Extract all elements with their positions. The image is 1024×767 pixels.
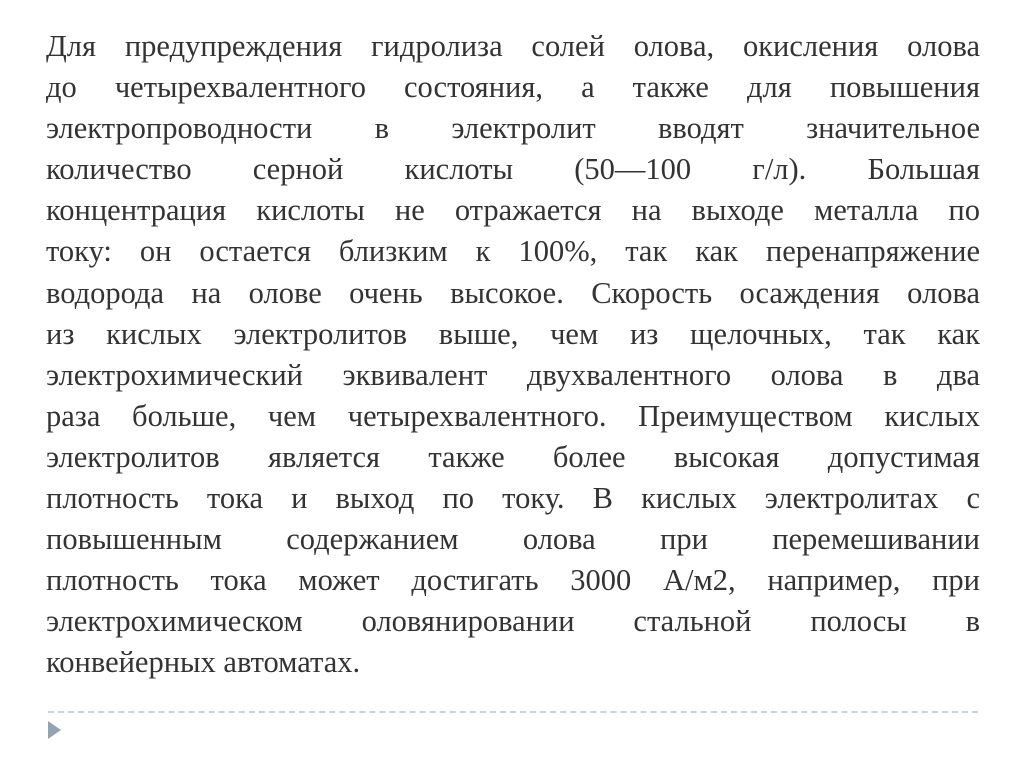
paragraph-line: конвейерных автоматах. (46, 645, 361, 680)
paragraph-line: количество серной кислоты (50—100 г/л). Большая (46, 152, 980, 187)
paragraph-line: плотность тока может достигать 3000 А/м2, например, при (46, 563, 980, 598)
paragraph-line: току: он остается близким к 100%, так как перенапряжение (46, 234, 980, 269)
paragraph-line: повышенным содержанием олова при перемешивании (46, 522, 980, 557)
paragraph-line: электролитов является также более высокая допустимая (46, 439, 980, 474)
paragraph-line: электрохимическом оловянировании стальной полосы в (46, 604, 980, 639)
triangle-right-icon (48, 721, 61, 739)
footer-divider (48, 711, 978, 713)
paragraph-line: Для предупреждения гидролиза солей олова, окисления олова (46, 29, 980, 63)
paragraph-line: электрохимический эквивалент двухвалентного олова в два (46, 357, 980, 392)
paragraph-line: до четырехвалентного состояния, а также для повышения (46, 70, 980, 105)
paragraph-line: водорода на олове очень высокое. Скорость осаждения олова (46, 275, 980, 310)
paragraph-line: концентрация кислоты не отражается на выходе металла по (46, 193, 980, 228)
paragraph-line: электропроводности в электролит вводят значительное (46, 111, 980, 146)
paragraph-line: раза больше, чем четырехвалентного. Преимуществом кислых (46, 398, 980, 433)
paragraph-line: плотность тока и выход по току. В кислых электролитах с (46, 481, 980, 516)
body-paragraph (46, 26, 980, 684)
paragraph-line: из кислых электролитов выше, чем из щелочных, так как (46, 316, 980, 351)
